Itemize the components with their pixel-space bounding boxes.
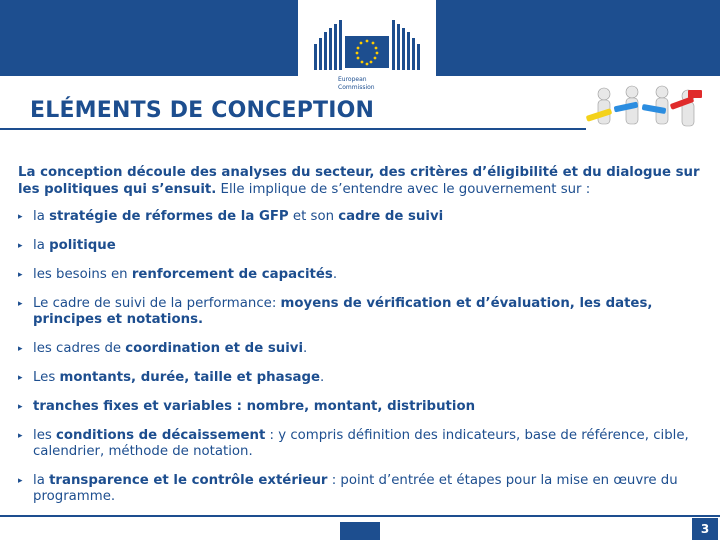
list-item: [18, 209, 708, 238]
european-commission-logo: [298, 0, 436, 100]
list-item: [18, 267, 708, 296]
bullet-text: les besoins en: [33, 267, 132, 282]
bullet-text: Les: [33, 370, 60, 385]
bullet-icon: ▸: [18, 299, 23, 309]
list-item: [18, 428, 708, 473]
title-underline: [0, 128, 586, 130]
page-number: 3: [692, 518, 718, 540]
bullet-icon: ▸: [18, 373, 23, 383]
list-item: [18, 399, 708, 428]
list-item: [18, 341, 708, 370]
intro-paragraph: [18, 164, 708, 198]
bullet-bold-text: moyens de vérification et d’évaluation, les dates, principes et notations.: [33, 296, 653, 327]
bullet-icon: ▸: [18, 241, 23, 251]
bullet-bold-text: montants, durée, taille et phasage: [59, 370, 321, 385]
bullet-text: la: [33, 209, 50, 224]
bullet-bold-text: renforcement de capacités: [131, 267, 333, 282]
bullet-bold-text: tranches fixes et variables : nombre, montant, distribution: [33, 399, 476, 414]
bullet-text: Le cadre de suivi de la performance:: [33, 296, 281, 311]
bullet-icon: ▸: [18, 476, 23, 486]
bullet-bold-text: conditions de décaissement: [56, 428, 266, 443]
bullet-icon: ▸: [18, 270, 23, 280]
logo-text: [338, 76, 375, 92]
bullet-bold-text: politique: [49, 238, 116, 253]
list-item: [18, 296, 708, 341]
bullet-text: les cadres de: [33, 341, 126, 356]
list-item: [18, 238, 708, 267]
intro-normal-text: Elle implique de s’entendre avec le gouvernement sur :: [216, 182, 591, 197]
bullet-text: .: [320, 370, 325, 385]
footer-rule: [0, 515, 720, 517]
bullet-icon: ▸: [18, 344, 23, 354]
bullet-icon: ▸: [18, 402, 23, 412]
bullet-text: .: [332, 267, 338, 282]
bullet-bold-text: transparence et le contrôle extérieur: [49, 473, 328, 488]
list-item: [18, 473, 708, 509]
bullet-bold-text: coordination et de suivi: [125, 341, 303, 356]
bullet-text: : y compris définition des indicateurs, base de référence, cible, calendrier, méthode de notation.: [33, 428, 689, 459]
logo-line-european: European: [338, 76, 367, 83]
bullet-text: la: [33, 473, 50, 488]
page-title: ELÉMENTS DE CONCEPTION: [30, 98, 375, 123]
logo-line-commission: Commission: [338, 84, 375, 91]
bullet-bold-text: stratégie de réformes de la GFP: [49, 209, 289, 224]
eu-flag-footer-icon: [340, 522, 380, 540]
bullet-text: .: [303, 341, 308, 356]
team-with-tools-illustration-icon: [584, 82, 706, 144]
bullet-list: [18, 209, 708, 509]
bullet-bold-text: cadre de suivi: [338, 209, 444, 224]
bullet-text: les: [33, 428, 57, 443]
ec-building-logo-icon: [312, 14, 422, 76]
bullet-text: la: [33, 238, 50, 253]
bullet-icon: ▸: [18, 212, 23, 222]
intro-bold-text: La conception découle des analyses du secteur, des critères d’éligibilité et du dialogue sur les politiques qui s’ensuit.: [18, 165, 700, 197]
bullet-icon: ▸: [18, 431, 23, 441]
bullet-text: et son: [288, 209, 339, 224]
list-item: [18, 370, 708, 399]
bullet-text: : point d’entrée et étapes pour la mise en œuvre du programme.: [33, 473, 678, 504]
